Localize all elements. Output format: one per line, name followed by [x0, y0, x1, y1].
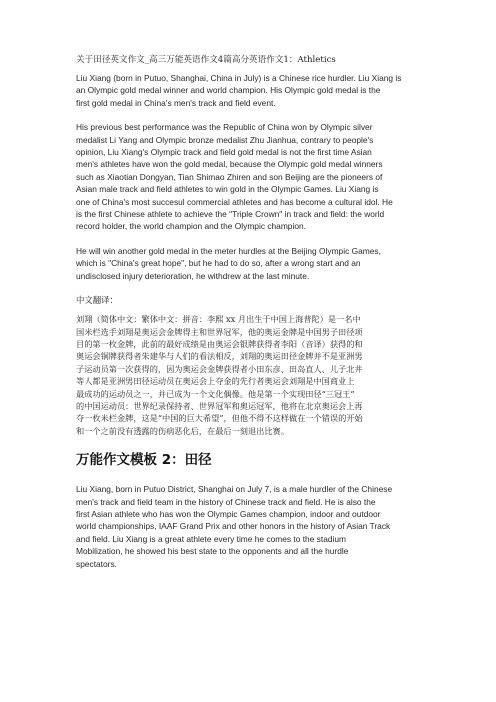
- text-line: 刘翔（简体中文：繁体中文：拼音：李熙 xx 月出生于中国上海普陀）是一名中: [76, 314, 361, 325]
- text-line: 和一个之前没有透露的伤病恶化后，在最后一刻退出比赛。: [76, 425, 289, 436]
- document-title: 关于田径英文作文_高三万能英语作文4篇高分英语作文1：Athletics: [76, 55, 336, 65]
- text-line: such as Xiaotian Dongyan, Tian Shimao Zhiren and son Beijing are the pioneers of: [76, 171, 383, 182]
- document-content: [76, 54, 426, 582]
- english-paragraph-3: [76, 245, 426, 282]
- text-line: Liu Xiang (born in Putuo, Shanghai, China in July) is a Chinese rice hurdler. Liu Xiang is: [76, 73, 402, 83]
- text-line: undisclosed injury deterioration, he withdrew at the last minute.: [76, 270, 310, 281]
- text-line: first gold medal in China's men's track and field event.: [76, 97, 276, 108]
- text-line: an Olympic gold medal winner and world champion. His Olympic gold medal is the: [76, 85, 381, 96]
- text-line: 国米栏选手刘翔是奥运会金牌得主和世界冠军，他的奥运金牌是中国男子田径项: [76, 326, 363, 337]
- text-line: 最成功的运动员之一，并已成为一个文化偶像。他是第一个实现田径“三冠王”: [76, 388, 355, 399]
- text-line: and field. Liu Xiang is a great athlete every time he comes to the stadium: [76, 533, 347, 544]
- text-line: 等人都是亚洲男田径运动员在奥运会上夺金的先行者奥运会刘翔是中国商业上: [76, 376, 355, 387]
- text-line: record holder, the world champion and the Olympic champion.: [76, 221, 306, 232]
- text-line: 奥运会铜牌获得者朱建华与人们的看法相反，刘翔的奥运田径金牌并不是亚洲男: [76, 351, 363, 362]
- text-line: He will win another gold medal in the meter hurdles at the Beijing Olympic Games,: [76, 245, 381, 256]
- text-line: world championships, IAAF Grand Prix and other honors in the history of Asian Track: [76, 521, 391, 532]
- text-line: 目的第一枚金牌，此前的最好成绩是由奥运会银牌获得者李阳（音译）获得的和: [76, 338, 363, 349]
- text-line: 夺一枚米栏金牌，这是“中国的巨大希望”，但他不得不这样做在一个错误的开始: [76, 413, 363, 424]
- english-paragraph-1: [76, 72, 426, 109]
- text-line: which is "China's great hope", but he had to do so, after a wrong start and an: [76, 258, 361, 269]
- text-line: Asian male track and field athletes to win gold in the Olympic Games. Liu Xiang is: [76, 184, 379, 195]
- text-line: 的中国运动员：世界纪录保持者、世界冠军和奥运冠军，他将在北京奥运会上再: [76, 400, 363, 411]
- chinese-paragraph: [76, 313, 426, 437]
- text-line: men's track and field team in the history of Chinese track and field. He is also the: [76, 496, 376, 507]
- text-line: one of China's most succesul commercial athletes and has become a cultural idol. He: [76, 196, 393, 207]
- text-line: is the first Chinese athlete to achieve the "Triple Crown" in track and field: the world: [76, 209, 385, 220]
- text-line: opinion, Liu Xiang's Olympic track and field gold medal is not the first time Asian: [76, 147, 372, 158]
- text-line: first Asian athlete who has won the Olympic Games champion, indoor and outdoor: [76, 508, 381, 519]
- section-heading: 万能作文模板 2：田径: [76, 452, 212, 469]
- english-paragraph-4: [76, 483, 426, 570]
- text-line: men's athletes have won the gold medal, because the Olympic gold medal winners: [76, 159, 383, 170]
- text-line: 子运动员第一次获得的，因为奥运会金牌获得者小田东彦、田岛直人、儿子北井: [76, 363, 363, 374]
- text-line: Mobilization, he showed his best state to the opponents and all the hurdle: [76, 546, 349, 557]
- text-line: spectators.: [76, 558, 117, 569]
- text-line: medalist Li Yang and Olympic bronze medalist Zhu Jianhua, contrary to people's: [76, 134, 374, 145]
- english-paragraph-2: [76, 121, 426, 233]
- text-line: Liu Xiang, born in Putuo District, Shanghai on July 7, is a male hurdler of the Chinese: [76, 484, 393, 495]
- translation-label: 中文翻译：: [76, 295, 118, 306]
- text-line: His previous best performance was the Republic of China won by Olympic silver: [76, 122, 373, 133]
